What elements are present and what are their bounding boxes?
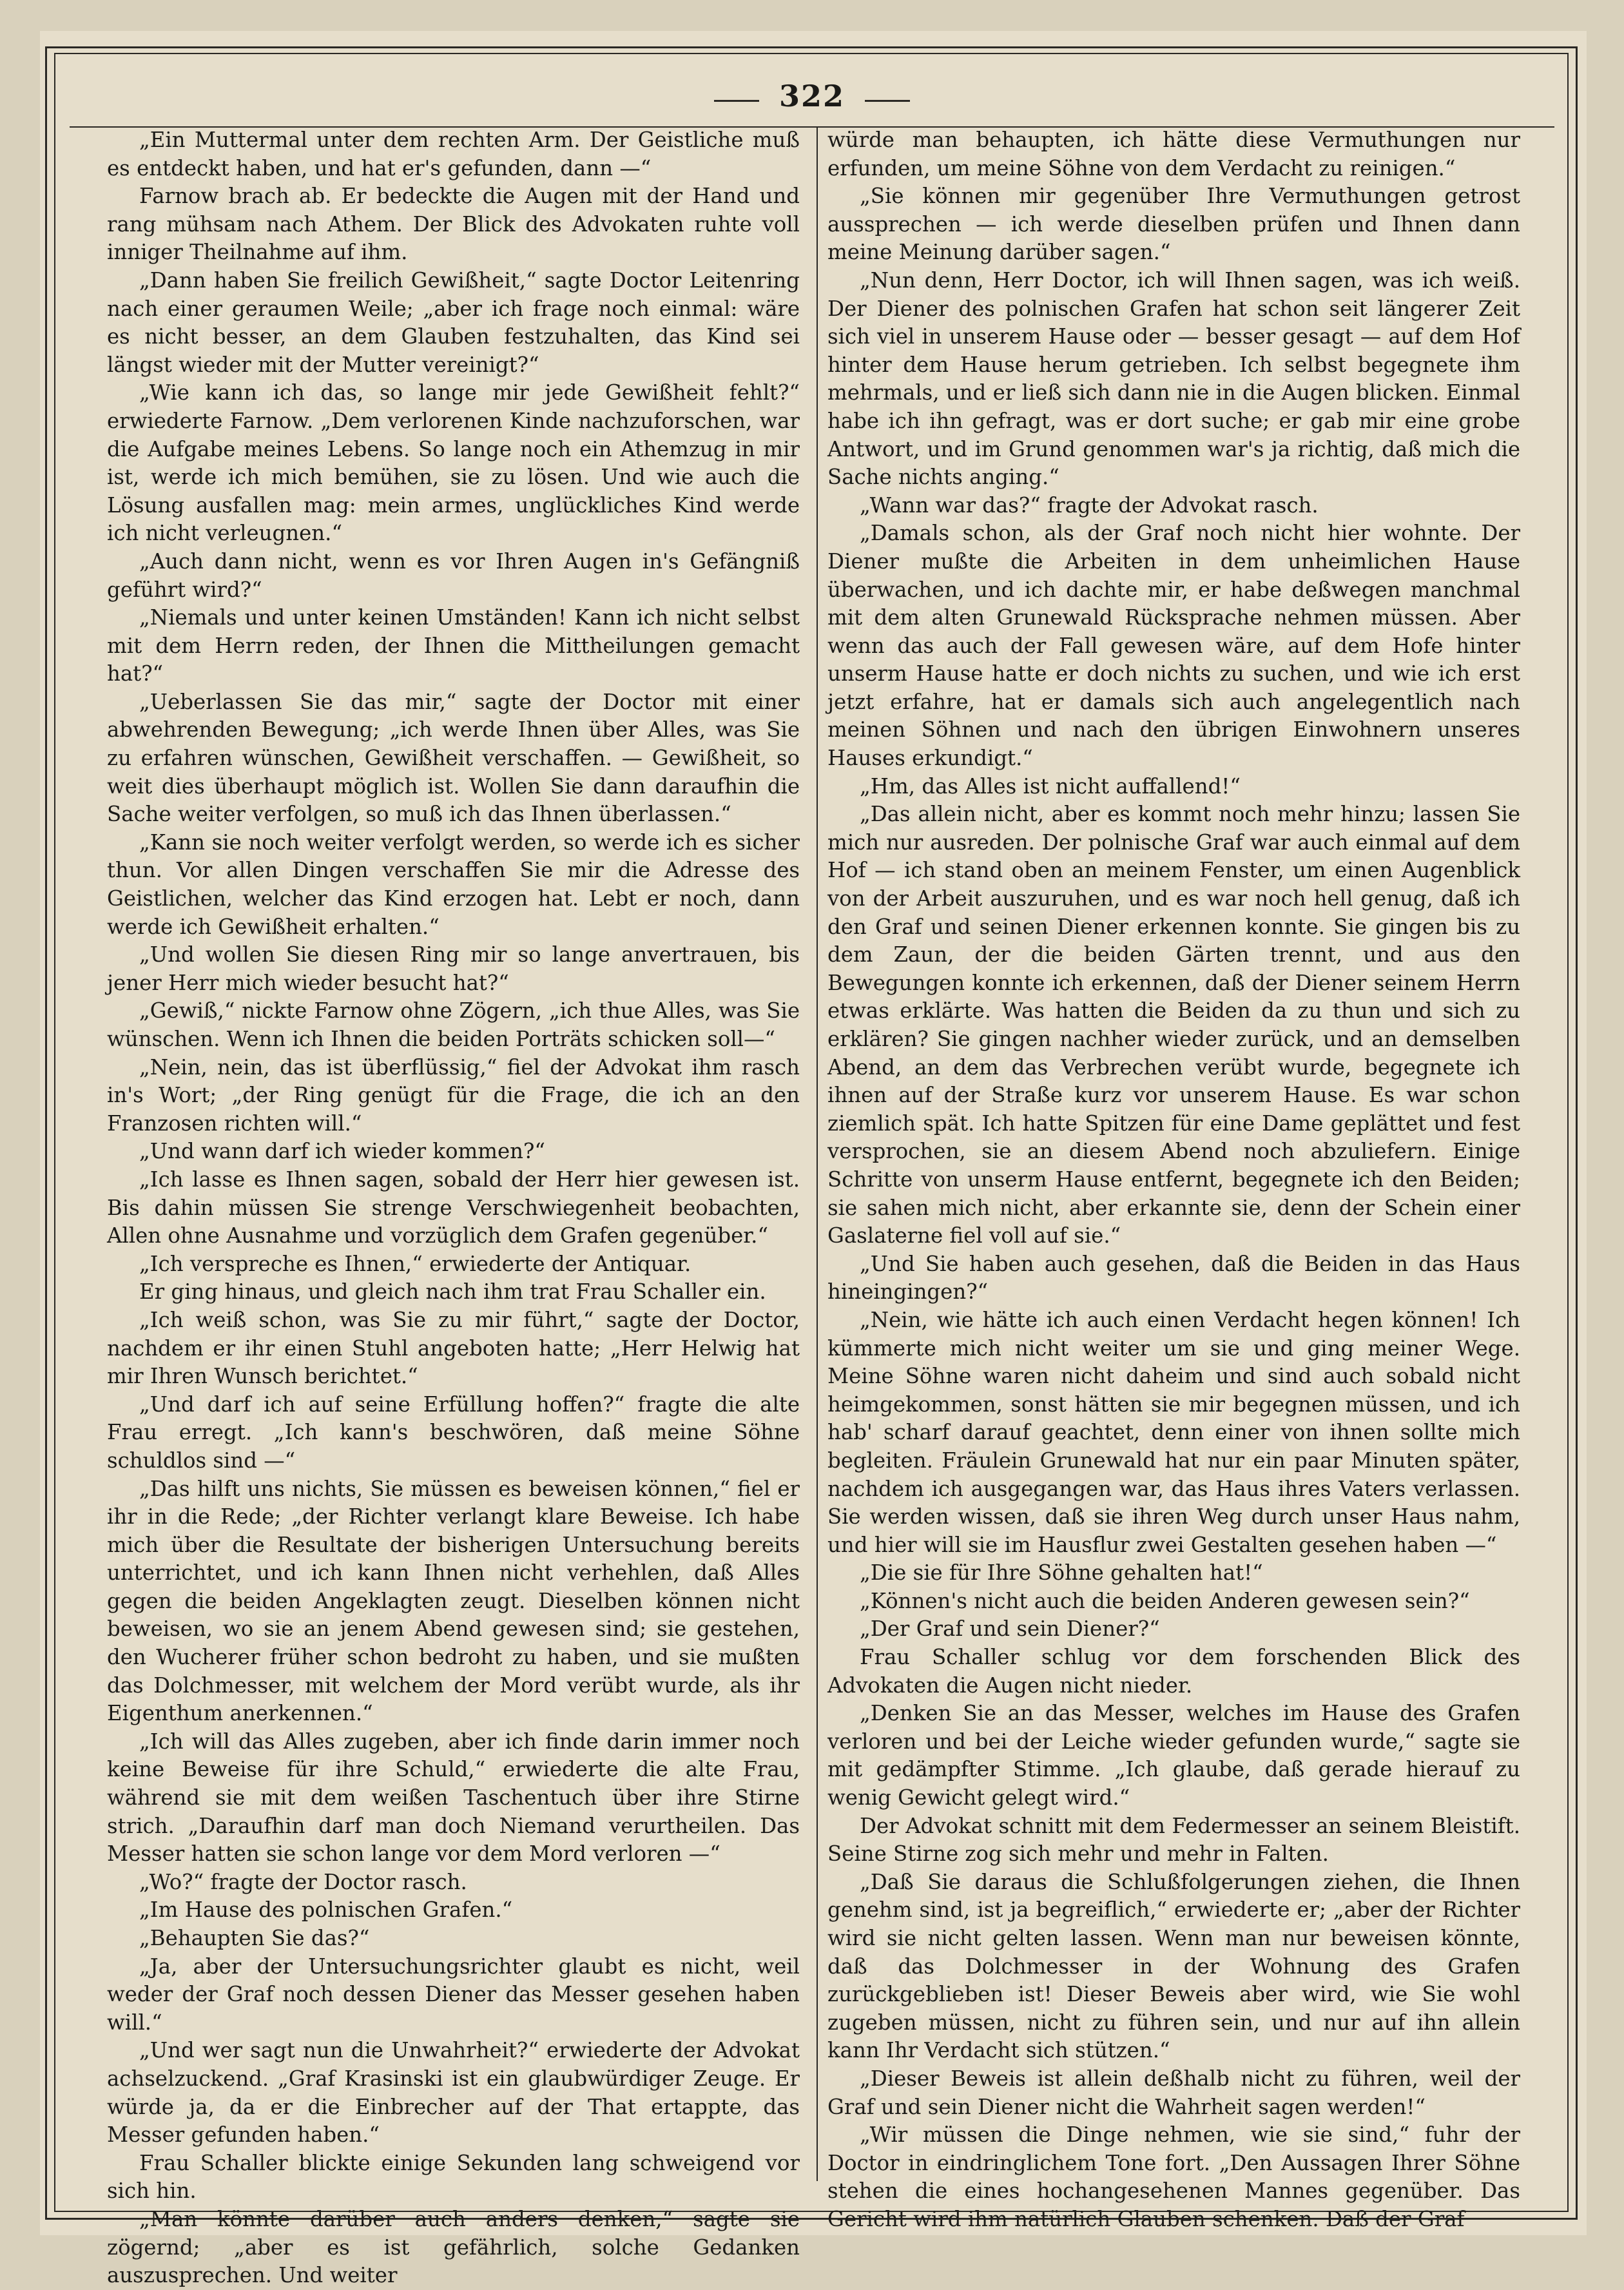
- paragraph: „Hm, das Alles ist nicht auffallend!“: [860, 773, 1241, 799]
- paragraph: „Dann haben Sie freilich Gewißheit,“ sagte Doctor Leitenring nach einer geraumen Weile; „aber ich frage noch einmal: wäre es nicht besser, an dem Glauben festzuhalten, das Kind sei längst wieder mit der Mutter vereinigt?“: [107, 267, 800, 377]
- paragraph-continued: würde man behaupten, ich hätte diese Vermuthungen nur erfunden, um meine Söhne von dem Verdacht zu reinigen.“: [827, 128, 1520, 180]
- page-header: [0, 76, 1624, 121]
- paragraph: „Nein, wie hätte ich auch einen Verdacht hegen können! Ich kümmerte mich nicht weiter um sie und ging meiner Wege. Meine Söhne waren nicht daheim und sind auch sobald nicht heimgekommen, sonst hätten sie mir begegnen müssen, und ich hab' scharf darauf geachtet, denn einer von ihnen sollte mich begleiten. Fräulein Grunewald hat nur ein paar Minuten später, nachdem ich ausgegangen war, das Haus ihres Vaters verlassen. Sie werden wissen, daß sie ihren Weg durch unser Haus nahm, und hier will sie im Hausflur zwei Gestalten gesehen haben —“: [827, 1307, 1520, 1557]
- paragraph: Er ging hinaus, und gleich nach ihm trat Frau Schaller ein.: [139, 1279, 766, 1305]
- header-ornament-right: [865, 100, 910, 102]
- paragraph: „Und Sie haben auch gesehen, daß die Beiden in das Haus hineingingen?“: [827, 1251, 1520, 1305]
- paragraph: „Die sie für Ihre Söhne gehalten hat!“: [860, 1560, 1263, 1586]
- paragraph: „Dieser Beweis ist allein deßhalb nicht zu führen, weil der Graf und sein Diener nicht die Wahrheit sagen werden!“: [827, 2066, 1520, 2119]
- paragraph: „Wie kann ich das, so lange mir jede Gewißheit fehlt?“ erwiederte Farnow. „Dem verlorenen Kinde nachzuforschen, war die Aufgabe meines Lebens. So lange noch ein Athemzug in mir ist, werde ich mich bemühen, sie zu lösen. Und wie auch die Lösung ausfallen mag: mein armes, unglückliches Kind werde ich nicht verleugnen.“: [107, 380, 800, 546]
- paragraph: „Ich weiß schon, was Sie zu mir führt,“ sagte der Doctor, nachdem er ihr einen Stuhl angeboten hatte; „Herr Helwig hat mir Ihren Wunsch berichtet.“: [107, 1307, 800, 1389]
- paragraph: „Das hilft uns nichts, Sie müssen es beweisen können,“ fiel er ihr in die Rede; „der Richter verlangt klare Beweise. Ich habe mich über die Resultate der bisherigen Untersuchung bereits unterrichtet, und ich kann Ihnen nicht verhehlen, daß Alles gegen die beiden Angeklagten zeugt. Dieselben können nicht beweisen, wo sie an jenem Abend gewesen sind; sie gestehen, den Wucherer früher schon bedroht zu haben, und sie mußten das Dolchmesser, mit welchem der Mord verübt wurde, als ihr Eigenthum anerkennen.“: [107, 1476, 800, 1726]
- paragraph: „Ich lasse es Ihnen sagen, sobald der Herr hier gewesen ist. Bis dahin müssen Sie strenge Verschwiegenheit beobachten, Allen ohne Ausnahme und vorzüglich dem Grafen gegenüber.“: [107, 1167, 800, 1248]
- paragraph: „Ich will das Alles zugeben, aber ich finde darin immer noch keine Beweise für ihre Schuld,“ erwiederte die alte Frau, während sie mit dem weißen Taschentuch über ihre Stirne strich. „Daraufhin darf man doch Niemand verurtheilen. Das Messer hatten sie schon lange vor dem Mord verloren —“: [107, 1729, 800, 1867]
- paragraph: „Das allein nicht, aber es kommt noch mehr hinzu; lassen Sie mich nur ausreden. Der polnische Graf war auch einmal auf dem Hof — ich stand oben an meinem Fenster, um einen Augenblick von der Arbeit auszuruhen, und es war noch hell genug, daß ich den Graf und seinen Diener erkennen konnte. Sie gingen bis zu dem Zaun, der die beiden Gärten trennt, und aus den Bewegungen konnte ich erkennen, daß der Diener seinem Herrn etwas erklärte. Was hatten die Beiden da zu thun und sich zu erklären? Sie gingen nachher wieder zurück, und an demselben Abend, an dem das Verbrechen verübt wurde, begegnete ich ihnen auf der Straße kurz vor unserem Hause. Es war schon ziemlich spät. Ich hatte Spitzen für eine Dame geplättet und fest versprochen, sie an diesem Abend noch abzuliefern. Einige Schritte von unserm Hause entfernt, begegnete ich den Beiden; sie sahen mich nicht, aber erkannte sie, denn der Schein einer Gaslaterne fiel voll auf sie.“: [827, 802, 1520, 1248]
- paragraph: „Und wann darf ich wieder kommen?“: [139, 1139, 545, 1164]
- paragraph: „Gewiß,“ nickte Farnow ohne Zögern, „ich thue Alles, was Sie wünschen. Wenn ich Ihnen die beiden Porträts schicken soll—“: [107, 998, 800, 1051]
- paragraph: „Ich verspreche es Ihnen,“ erwiederte der Antiquar.: [139, 1251, 691, 1276]
- paragraph: „Damals schon, als der Graf noch nicht hier wohnte. Der Diener mußte die Arbeiten in dem unheimlichen Hause überwachen, und ich dachte mir, er habe deßwegen manchmal mit dem alten Grunewald Rücksprache nehmen müssen. Aber wenn das auch der Fall gewesen wäre, auf dem Hofe hinter unserm Hause hatte er doch nichts zu suchen, und wie ich erst jetzt erfahre, hat er damals sich auch angelegentlich nach meinen Söhnen und nach den übrigen Einwohnern unseres Hauses erkundigt.“: [827, 521, 1520, 771]
- header-ornament-left: [714, 100, 759, 102]
- paragraph: „Und wollen Sie diesen Ring mir so lange anvertrauen, bis jener Herr mich wieder besucht hat?“: [107, 942, 800, 995]
- paragraph: „Man könnte darüber auch anders denken,“ sagte sie zögernd; „aber es ist gefährlich, solche Gedanken auszusprechen. Und weiter: [107, 2206, 800, 2288]
- paragraph: Frau Schaller blickte einige Sekunden lang schweigend vor sich hin.: [107, 2150, 800, 2204]
- left-column: [107, 126, 800, 2288]
- column-divider: [817, 126, 818, 2181]
- paragraph: „Daß Sie daraus die Schlußfolgerungen ziehen, die Ihnen genehm sind, ist ja begreiflich,“ erwiederte er; „aber der Richter wird sie nicht gelten lassen. Wenn man nur beweisen könnte, daß das Dolchmesser in der Wohnung des Grafen zurückgeblieben ist! Dieser Beweis aber wird, wie Sie wohl zugeben müssen, nicht zu führen sein, und nur auf ihn allein kann Ihr Verdacht sich stützen.“: [827, 1869, 1520, 2063]
- paragraph: „Nein, nein, das ist überflüssig,“ fiel der Advokat ihm rasch in's Wort; „der Ring genügt für die Frage, die ich an den Franzosen richten will.“: [107, 1054, 800, 1136]
- paragraph: „Wo?“ fragte der Doctor rasch.: [139, 1869, 467, 1894]
- paragraph: „Können's nicht auch die beiden Anderen gewesen sein?“: [860, 1588, 1470, 1613]
- paragraph: „Im Hause des polnischen Grafen.“: [139, 1897, 513, 1923]
- paragraph: „Und darf ich auf seine Erfüllung hoffen?“ fragte die alte Frau erregt. „Ich kann's beschwören, daß meine Söhne schuldlos sind —“: [107, 1392, 800, 1473]
- paragraph: „Behaupten Sie das?“: [139, 1926, 370, 1950]
- paragraph: „Ueberlassen Sie das mir,“ sagte der Doctor mit einer abwehrenden Bewegung; „ich werde Ihnen über Alles, was Sie zu erfahren wünschen, Gewißheit verschaffen. — Gewißheit, so weit dies überhaupt möglich ist. Wollen Sie dann daraufhin die Sache weiter verfolgen, so muß ich das Ihnen überlassen.“: [107, 689, 800, 827]
- page-number: 322: [778, 79, 846, 113]
- paragraph: „Sie können mir gegenüber Ihre Vermuthungen getrost aussprechen — ich werde dieselben prüfen und Ihnen dann meine Meinung darüber sagen.“: [827, 184, 1520, 265]
- paragraph: „Denken Sie an das Messer, welches im Hause des Grafen verloren und bei der Leiche wieder gefunden wurde,“ sagte sie mit gedämpfter Stimme. „Ich glaube, daß gerade hierauf zu wenig Gewicht gelegt wird.“: [827, 1701, 1520, 1810]
- right-column: [827, 126, 1520, 2231]
- paragraph: „Ein Muttermal unter dem rechten Arm. Der Geistliche muß es entdeckt haben, und hat er's gefunden, dann —“: [107, 128, 800, 180]
- paragraph: „Wann war das?“ fragte der Advokat rasch.: [860, 492, 1319, 518]
- paragraph: „Wir müssen die Dinge nehmen, wie sie sind,“ fuhr der Doctor in eindringlichem Tone fort. „Den Aussagen Ihrer Söhne stehen die eines hochangesehenen Mannes gegenüber. Das Gericht wird ihm natürlich Glauben schenken. Daß der Graf: [827, 2122, 1520, 2231]
- paragraph: „Auch dann nicht, wenn es vor Ihren Augen in's Gefängniß geführt wird?“: [107, 548, 800, 602]
- paragraph: „Nun denn, Herr Doctor, ich will Ihnen sagen, was ich weiß. Der Diener des polnischen Grafen hat schon seit längerer Zeit sich viel in unserem Hause oder — besser gesagt — auf dem Hof hinter dem Hause herum getrieben. Ich selbst begegnete ihm mehrmals, und er ließ sich dann nie in die Augen blicken. Einmal habe ich ihn gefragt, was er dort suche; er gab mir eine grobe Antwort, und im Grund genommen war's ja richtig, daß mich die Sache nichts anging.“: [827, 267, 1520, 490]
- paragraph: „Ja, aber der Untersuchungsrichter glaubt es nicht, weil weder der Graf noch dessen Diener das Messer gesehen haben will.“: [107, 1954, 800, 2035]
- paragraph: „Und wer sagt nun die Unwahrheit?“ erwiederte der Advokat achselzuckend. „Graf Krasinski ist ein glaubwürdiger Zeuge. Er würde ja, da er die Einbrecher auf der That ertappte, das Messer gefunden haben.“: [107, 2038, 800, 2148]
- paragraph: Frau Schaller schlug vor dem forschenden Blick des Advokaten die Augen nicht nieder.: [827, 1645, 1520, 1698]
- paragraph: „Der Graf und sein Diener?“: [860, 1616, 1160, 1642]
- paragraph: Farnow brach ab. Er bedeckte die Augen mit der Hand und rang mühsam nach Athem. Der Blick des Advokaten ruhte voll inniger Theilnahme auf ihm.: [107, 184, 800, 265]
- paragraph: Der Advokat schnitt mit dem Federmesser an seinem Bleistift. Seine Stirne zog sich mehr und mehr in Falten.: [827, 1813, 1520, 1867]
- paragraph: „Niemals und unter keinen Umständen! Kann ich nicht selbst mit dem Herrn reden, der Ihnen die Mittheilungen gemacht hat?“: [107, 605, 800, 686]
- paragraph: „Kann sie noch weiter verfolgt werden, so werde ich es sicher thun. Vor allen Dingen verschaffen Sie mir die Adresse des Geistlichen, welcher das Kind erzogen hat. Lebt er noch, dann werde ich Gewißheit erhalten.“: [107, 830, 800, 939]
